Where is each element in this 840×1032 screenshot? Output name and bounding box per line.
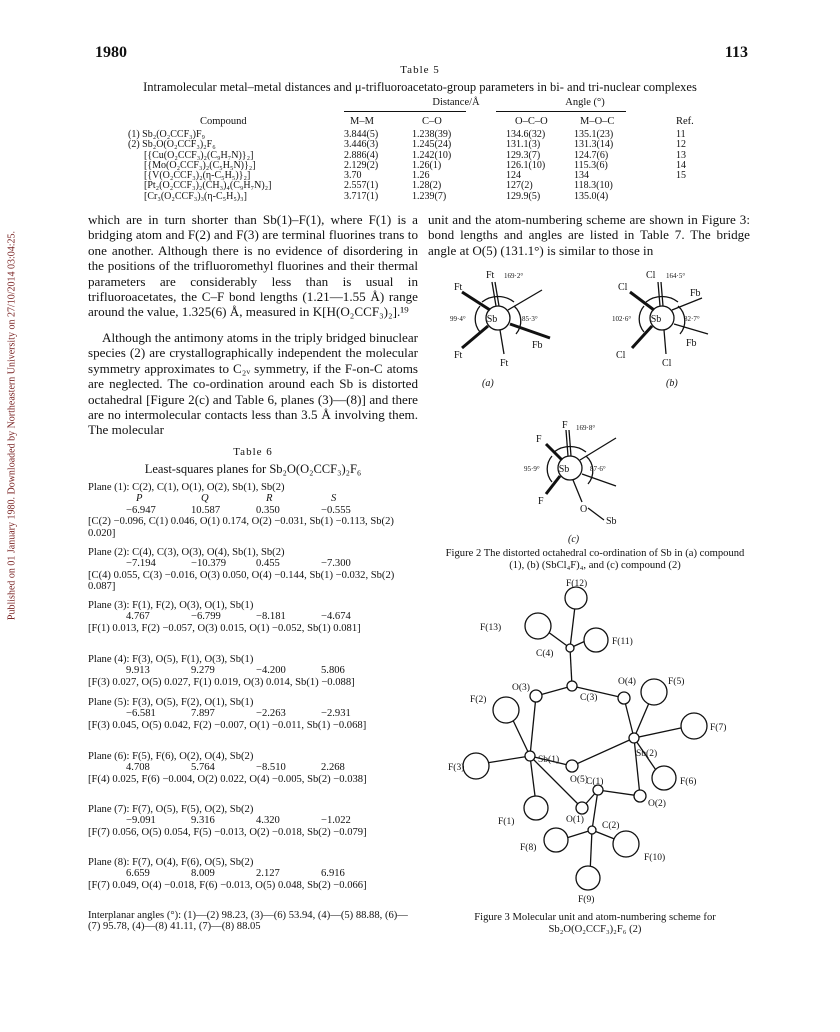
plane-3	[88, 600, 418, 634]
plane-coefficients	[126, 611, 386, 622]
table-cell: 1.28(2)	[412, 180, 442, 192]
atom-O5	[566, 760, 578, 772]
atom-label: Ft	[500, 358, 509, 369]
th-co: C–O	[422, 116, 442, 127]
atom-label: F	[562, 420, 568, 431]
atom-C3	[567, 681, 577, 691]
table-cell: [{V(O₂CCF₃)₂(η-C₅H₅)}₂]	[144, 170, 251, 182]
table-cell: 1.242(10)	[412, 149, 452, 161]
plane-7	[88, 804, 418, 838]
angle-label: 99·4°	[450, 315, 466, 323]
plane-definition: Plane (5): F(3), O(5), F(2), O(1), Sb(1)	[88, 697, 254, 708]
plane-coefficients	[126, 665, 386, 676]
coef-r: 2.127	[256, 868, 280, 880]
interplanar-angles: Interplanar angles (°): (1)—(2) 98.23, (3)—(6) 53.94, (4)—(5) 88.88, (6)—(7) 95.78, (4)—(8) 41.11, (7)—(8) 88.05	[88, 910, 408, 933]
table-cell: 126.1(10)	[506, 159, 546, 171]
plane-4	[88, 654, 418, 688]
table-cell: 134.6(32)	[506, 129, 546, 140]
table-cell: 14	[676, 159, 686, 171]
table-cell: 135.0(4)	[574, 190, 609, 202]
table6-title: Table 6	[233, 446, 273, 458]
table-cell: 12	[676, 139, 686, 151]
plane-definition: Plane (2): C(4), C(3), O(3), O(4), Sb(1), Sb(2)	[88, 547, 285, 558]
body-text-left-2: Although the antimony atoms in the triply bridged binuclear species (2) are crystallographically independent the molecular symmetry approximates to C₂ᵥ symmetry, if the F-on-C atoms are neglected. The co-ordination around each Sb is distorted octahedral [Figure 2(c) and Table 6, planes (3)—(8)] and there are no intermolecular contacts less than 3.5 Å involving them. The molecular	[88, 330, 418, 438]
atom-label: C(2)	[602, 821, 620, 831]
figure3-caption: Figure 3 Molecular unit and atom-numbering scheme for Sb₂O(O₂CCF₃)₂F₆ (2)	[474, 912, 716, 935]
atom-label: F(9)	[578, 895, 595, 905]
table-cell: 1.245(24)	[412, 139, 452, 151]
atom-label: F(13)	[480, 623, 502, 633]
coef-q: 5.764	[191, 762, 215, 774]
coef-p: 4.708	[126, 762, 150, 774]
atom-label: Ft	[454, 282, 463, 293]
table-cell: 134	[574, 170, 589, 182]
atom-label: F(3)	[448, 763, 465, 773]
table-cell: 124.7(6)	[574, 149, 609, 161]
atom-label: F	[538, 496, 544, 507]
plane-coefficients	[126, 868, 386, 879]
plane-deviations: [C(4) 0.055, C(3) −0.016, O(3) 0.050, O(4) −0.144, Sb(1) −0.032, Sb(2) 0.087]	[88, 569, 395, 593]
table-cell: 127(2)	[506, 180, 533, 192]
atom-F7	[681, 713, 707, 739]
plane-deviations: [F(3) 0.027, O(5) 0.027, F(1) 0.019, O(3) 0.014, Sb(1) −0.088]	[88, 676, 355, 688]
th-ref: Ref.	[676, 116, 694, 127]
table-cell: 3.844(5)	[344, 129, 379, 140]
coef-r: −8.510	[256, 762, 286, 774]
table-cell: 2.129(2)	[344, 159, 379, 171]
atom-C2	[588, 826, 596, 834]
table-cell: 131.1(3)	[506, 139, 541, 151]
atom-label: Ft	[454, 350, 463, 361]
body-text-right: unit and the atom-numbering scheme are shown in Figure 3: bond lengths and angles are listed in Table 7. The bridge angle at O(5) (131.1°) is similar to those in	[428, 212, 750, 258]
coef-p: −9.091	[126, 815, 156, 827]
plane-definition: Plane (3): F(1), F(2), O(3), O(1), Sb(1)	[88, 600, 254, 611]
th-compound: Compound	[200, 116, 247, 127]
col-moc	[574, 130, 613, 202]
page-number: 113	[724, 44, 748, 61]
plane-coefficients	[126, 815, 386, 826]
atom-label: C(1)	[586, 777, 604, 787]
table-cell: 1.26	[412, 170, 430, 182]
plane-coefficients	[126, 762, 386, 773]
coef-q: 10.587	[191, 504, 221, 516]
table-cell: [{Mo(O₂CCF₃)₂(C₅H₅N)}₂]	[144, 159, 256, 171]
coef-r: 4.320	[256, 815, 280, 827]
coef-q: 9.279	[191, 665, 215, 677]
atom-label: Sb	[650, 314, 662, 325]
coef-s: −1.022	[321, 815, 351, 827]
angle-label: 169·8°	[576, 424, 596, 432]
atom-F3	[463, 753, 489, 779]
atom-Sb1	[525, 751, 535, 761]
angle-label: 95·9°	[524, 465, 540, 473]
coef-p: −6.947	[126, 504, 156, 516]
label-s: S	[331, 493, 337, 505]
rule-angle	[496, 111, 626, 112]
plane-definition: Plane (1): C(2), C(1), O(1), O(2), Sb(1), Sb(2)	[88, 482, 285, 493]
table-cell: 118.3(10)	[574, 180, 613, 192]
angle-label: 169·2°	[504, 272, 524, 280]
panel-label: (c)	[568, 534, 580, 545]
table-cell: 15	[676, 170, 686, 182]
atom-label: Sb(2)	[636, 749, 658, 759]
coef-q: 9.316	[191, 815, 215, 827]
body-text-left-1: which are in turn shorter than Sb(1)–F(1), where F(1) is a bridging atom and F(2) and F(3) are terminal fluorines trans to one another. Although there is no evidence of disordering in the positions of the trifluoromethyl fluorines and their thermal parameters are considerably less than is usual in trifluoroacetates, the C–F bond lengths (1.21—1.55 Å) range around the value, 1.325(6) Å, measured in K[H(O₂CCF₃)₂].¹⁹	[88, 212, 418, 320]
atom-F12	[565, 587, 587, 609]
plane-definition: Plane (8): F(7), O(4), F(6), O(5), Sb(2)	[88, 857, 254, 868]
coef-r: 0.350	[256, 504, 280, 516]
atom-label: O(4)	[618, 677, 636, 687]
atom-label: O(5)	[570, 775, 588, 785]
atom-O1	[576, 802, 588, 814]
table5-caption: Intramolecular metal–metal distances and μ-trifluoroacetato-group parameters in bi- and tri-nuclear complexes	[143, 80, 697, 94]
download-notice	[2, 200, 16, 660]
plane-definition: Plane (7): F(7), O(5), F(5), O(2), Sb(2)	[88, 804, 254, 815]
plane-deviations: [F(1) 0.013, F(2) −0.057, O(3) 0.015, O(1) −0.052, Sb(1) 0.081]	[88, 622, 361, 634]
coef-r: −4.200	[256, 665, 286, 677]
panel-label: (b)	[666, 378, 678, 389]
coef-p: −7.194	[126, 558, 156, 570]
plane-coefficients	[126, 505, 386, 516]
atom-label: Ft	[486, 270, 495, 281]
figure2-diagram	[440, 258, 750, 548]
atom-label: Sb	[486, 314, 498, 325]
plane-6	[88, 751, 418, 785]
atom-label: F(6)	[680, 777, 697, 787]
col-co	[412, 130, 451, 202]
table-cell: 135.1(23)	[574, 129, 614, 140]
label-p: P	[136, 493, 143, 505]
table-cell: 11	[676, 129, 686, 140]
table-cell: 1.238(39)	[412, 129, 452, 140]
table-cell: 129.9(5)	[506, 190, 541, 202]
atom-F9	[576, 866, 600, 890]
col-mm	[344, 130, 378, 202]
atom-label: F(12)	[566, 579, 588, 589]
plane-2	[88, 547, 418, 593]
atom-label: F(5)	[668, 677, 685, 687]
table-cell: [{Cu(O₂CCF₃)₂(C₉H₇N)}₂]	[144, 149, 254, 161]
atom-F10	[613, 831, 639, 857]
atom-label: Cl	[646, 270, 656, 281]
atom-F8	[544, 828, 568, 852]
table5-group-distance: Distance/Å	[432, 97, 480, 108]
table-cell: 2.886(4)	[344, 149, 379, 161]
col-oco	[506, 130, 545, 202]
atom-label: F(11)	[612, 637, 633, 647]
atom-label: Fb	[686, 338, 697, 349]
table-cell: [Pt₂(O₂CCF₃)₂(CH₃)₄(C₉H₇N)₂]	[144, 180, 272, 192]
plane-deviations: [F(7) 0.049, O(4) −0.018, F(6) −0.013, O(5) 0.048, Sb(2) −0.066]	[88, 879, 367, 891]
atom-label: O(1)	[566, 815, 584, 825]
atom-label: Fb	[532, 340, 543, 351]
plane-coefficients	[126, 708, 386, 719]
coef-s: 2.268	[321, 762, 345, 774]
plane-definition: Plane (6): F(5), F(6), O(2), O(4), Sb(2)	[88, 751, 254, 762]
atom-O4	[618, 692, 630, 704]
angle-label: 85·3°	[522, 315, 538, 323]
coef-q: −10.379	[191, 558, 227, 570]
panel-label: (a)	[482, 378, 494, 389]
table-cell: 1.239(7)	[412, 190, 447, 202]
table-cell: [Cr₃(O₂CCF₃)₃(η-C₅H₅)₃]	[144, 190, 247, 202]
th-oco: O–C–O	[515, 116, 548, 127]
coef-s: 5.806	[321, 665, 345, 677]
coef-p: 4.767	[126, 611, 150, 623]
plane-deviations: [F(7) 0.056, O(5) 0.054, F(5) −0.013, O(2) −0.018, Sb(2) −0.079]	[88, 826, 367, 838]
coef-q: 7.897	[191, 708, 215, 720]
table-cell: 131.3(14)	[574, 139, 614, 151]
angle-label: 164·5°	[666, 272, 686, 280]
angle-label: 82·7°	[684, 315, 700, 323]
table-cell: 3.70	[344, 170, 362, 182]
label-r: R	[266, 493, 273, 505]
atom-O3	[530, 690, 542, 702]
coef-r: 0.455	[256, 558, 280, 570]
table-cell: 115.3(6)	[574, 159, 608, 171]
atom-label: F(10)	[644, 853, 666, 863]
coef-q: 8.009	[191, 868, 215, 880]
atom-C4	[566, 644, 574, 652]
atom-label: Cl	[662, 358, 672, 369]
atom-F1	[524, 796, 548, 820]
atom-label: Cl	[616, 350, 626, 361]
atom-label: Sb	[558, 464, 570, 475]
atom-O2	[634, 790, 646, 802]
journal-year: 1980	[95, 44, 127, 61]
plane-deviations: [F(3) 0.045, O(5) 0.042, F(2) −0.007, O(1) −0.011, Sb(1) −0.068]	[88, 719, 367, 731]
plane-deviations: [F(4) 0.025, F(6) −0.004, O(2) 0.022, O(4) −0.005, Sb(2) −0.038]	[88, 773, 367, 785]
atom-label: O(3)	[512, 683, 530, 693]
atom-Sb2	[629, 733, 639, 743]
angle-label: 87·6°	[590, 465, 606, 473]
plane-definition: Plane (4): F(3), O(5), F(1), O(3), Sb(1)	[88, 654, 254, 665]
figure2-caption: Figure 2 The distorted octahedral co-ordination of Sb in (a) compound (1), (b) (SbCl₄F)₄, and (c) compound (2)	[445, 548, 745, 571]
col-compound	[128, 130, 272, 202]
atom-label: Sb(1)	[538, 755, 560, 765]
atom-label: Fb	[690, 288, 701, 299]
coef-r: −8.181	[256, 611, 286, 623]
atom-label: F(7)	[710, 723, 727, 733]
download-notice-text: Published on 01 January 1980. Downloaded by Northeastern University on 27/10/2014 03:04:25.	[6, 230, 18, 621]
table-cell: (1) Sb₂(O₂CCF₃)F₉	[128, 129, 206, 140]
col-ref	[676, 130, 686, 181]
plane-5	[88, 697, 418, 731]
table-cell: 2.557(1)	[344, 180, 379, 192]
atom-label: C(3)	[580, 693, 598, 703]
atom-label: F(2)	[470, 695, 487, 705]
coef-p: 6.659	[126, 868, 150, 880]
table-cell: 13	[676, 149, 686, 161]
atom-label: Cl	[618, 282, 628, 293]
atom-label: C(4)	[536, 649, 554, 659]
plane-deviations: [C(2) −0.096, C(1) 0.046, O(1) 0.174, O(2) −0.031, Sb(1) −0.113, Sb(2) 0.020]	[88, 516, 394, 539]
atom-label: Sb	[606, 516, 617, 527]
th-moc: M–O–C	[580, 116, 615, 127]
table-cell: 3.446(3)	[344, 139, 379, 151]
coef-s: −7.300	[321, 558, 351, 570]
table-cell: 1.26(1)	[412, 159, 442, 171]
coef-q: −6.799	[191, 611, 221, 623]
atom-F5	[641, 679, 667, 705]
table-cell: 129.3(7)	[506, 149, 541, 161]
rule-distance	[344, 111, 466, 112]
coef-s: −2.931	[321, 708, 351, 720]
plane-coef-labels	[136, 493, 396, 504]
atom-label: F(8)	[520, 843, 537, 853]
table-cell: 3.717(1)	[344, 190, 379, 202]
plane-8	[88, 857, 418, 891]
atom-F13	[525, 613, 551, 639]
atom-label: O(2)	[648, 799, 666, 809]
th-mm: M–M	[350, 116, 374, 127]
table-cell: (2) Sb₂O(O₂CCF₃)₂F₆	[128, 139, 216, 151]
atom-F11	[584, 628, 608, 652]
atom-label: F(1)	[498, 817, 515, 827]
plane-coefficients	[126, 558, 386, 569]
table6-caption: Least-squares planes for Sb₂O(O₂CCF₃)₂F₆	[144, 462, 362, 476]
atom-label: O	[580, 504, 588, 515]
coef-s: −0.555	[321, 504, 351, 516]
atom-label: F	[536, 434, 542, 445]
coef-s: 6.916	[321, 868, 345, 880]
coef-s: −4.674	[321, 611, 351, 623]
plane-1	[88, 482, 418, 539]
label-q: Q	[201, 493, 209, 505]
table5-group-angle: Angle (°)	[565, 97, 605, 108]
coef-p: 9.913	[126, 665, 150, 677]
coef-r: −2.263	[256, 708, 286, 720]
atom-F6	[652, 766, 676, 790]
angle-label: 102·6°	[612, 315, 632, 323]
coef-p: −6.581	[126, 708, 156, 720]
table-cell: 124	[506, 170, 521, 182]
table5-title: Table 5	[400, 64, 440, 76]
atom-F2	[493, 697, 519, 723]
figure3-diagram	[440, 578, 750, 908]
